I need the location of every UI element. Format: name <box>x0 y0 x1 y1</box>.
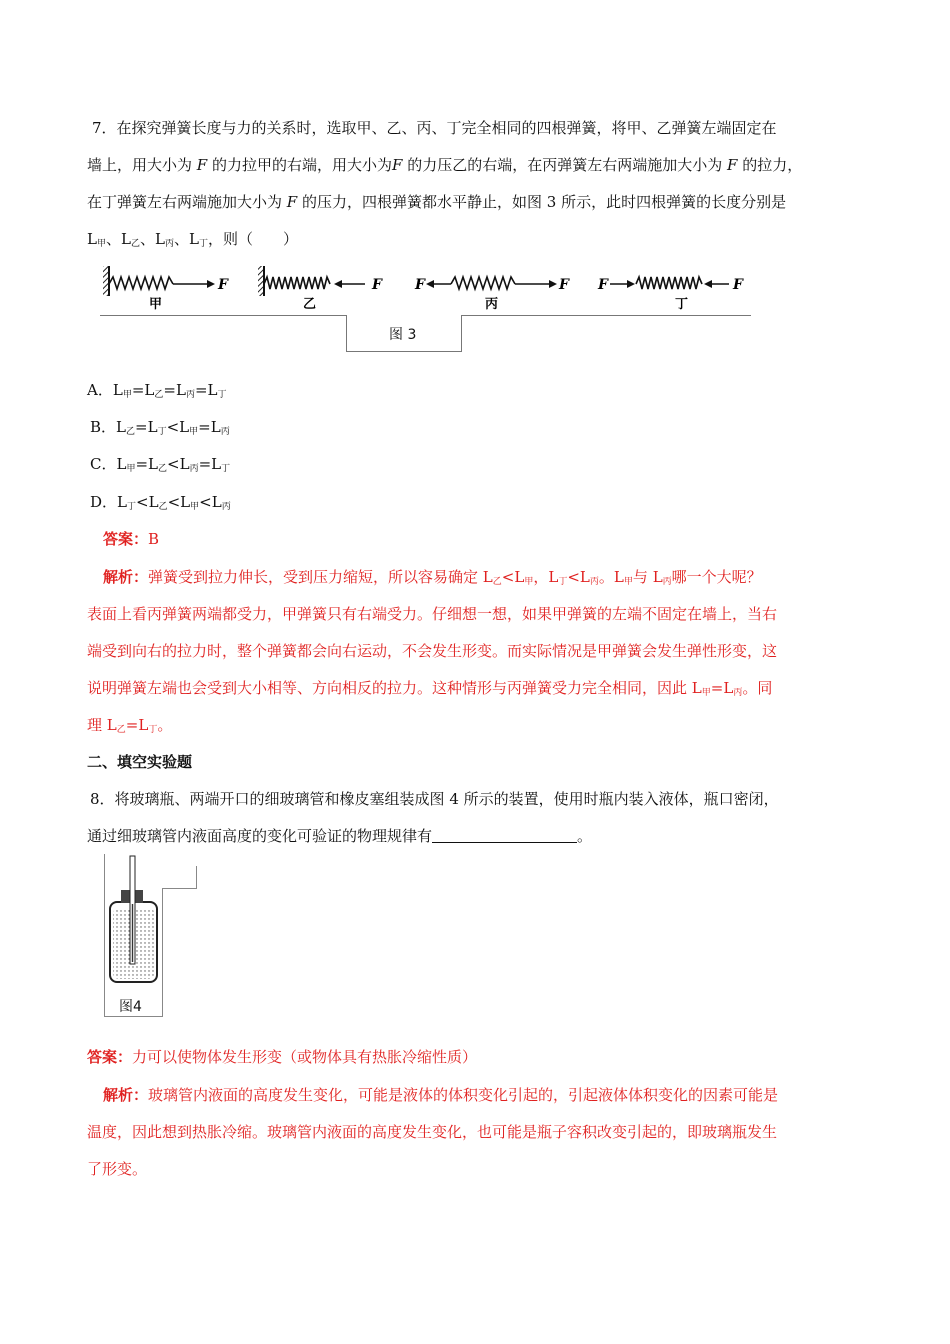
option-b: B．$L_乙=L_丁<L_甲=L_丙$ <box>90 418 230 437</box>
q7-line-4: $L_甲$、$L_乙$、$L_丙$、$L_丁$，则（ ） <box>87 230 298 249</box>
q7-analysis-line-1: 解析：弹簧受到拉力伸长，受到压力缩短，所以容易确定 $L_乙<L_甲$，$L_丁<L_丙$。$L_甲$与 $L_丙$哪一个大呢？ <box>103 568 762 587</box>
spring-label-jia: 甲 <box>149 297 163 312</box>
option-c: C．$L_甲=L_乙<L_丙=L_丁$ <box>90 455 231 474</box>
figure-3-baseline-right <box>461 315 751 316</box>
spring-yi <box>258 266 383 312</box>
force-label-ding-right: F <box>733 277 743 293</box>
q7-analysis-line-2: 表面上看丙弹簧两端都受力，甲弹簧只有右端受力。仔细想一想，如果甲弹簧的左端不固定在墙上，当右 <box>87 605 778 623</box>
q8-answer-blank <box>432 826 577 843</box>
q8-line-2: 通过细玻璃管内液面高度的变化可验证的物理规律有 。 <box>87 827 593 845</box>
force-label-bing-right: F <box>559 277 569 293</box>
figure-3-baseline-left <box>100 315 347 316</box>
spring-bing <box>414 277 570 312</box>
force-label-ding-left: F <box>598 277 608 293</box>
q7-line-2: 墙上，用大小为 F 的力拉甲的右端，用大小为F 的力压乙的右端，在丙弹簧左右两端施加大小为 F 的拉力， <box>87 156 803 174</box>
figure-3-caption-box-right <box>461 315 462 351</box>
q7-analysis-line-5: 理 $L_乙=L_丁$。 <box>87 716 173 735</box>
figure-3-caption-box-left <box>346 315 347 351</box>
q8-analysis-line-2: 温度，因此想到热胀冷缩。玻璃管内液面的高度发生变化，也可能是瓶子容积改变引起的，即玻璃瓶发生 <box>87 1123 778 1141</box>
spring-label-ding: 丁 <box>675 297 689 312</box>
force-label-bing-left: F <box>415 277 425 293</box>
q8-line-1: 8．将玻璃瓶、两端开口的细玻璃管和橡皮塞组装成图 4 所示的装置，使用时瓶内装入液体，瓶口密闭， <box>90 790 779 808</box>
figure-3-caption: 图 3 <box>389 327 417 343</box>
q7-line-3: 在丁弹簧左右两端施加大小为 F 的压力，四根弹簧都水平静止，如图 3 所示，此时四根弹簧的长度分别是 <box>87 193 787 211</box>
force-label-yi: F <box>372 277 382 293</box>
force-label-jia: F <box>218 277 228 293</box>
spring-ding <box>597 277 744 312</box>
spring-label-yi: 乙 <box>303 297 317 312</box>
q7-line-1: 7．在探究弹簧长度与力的关系时，选取甲、乙、丙、丁完全相同的四根弹簧，将甲、乙弹簧左端固定在 <box>92 119 777 137</box>
q7-analysis-line-3: 端受到向右的拉力时，整个弹簧都会向右运动，不会发生形变。而实际情况是甲弹簧会发生弹性形变，这 <box>87 642 778 660</box>
figure-3-springs <box>95 262 755 314</box>
q7-analysis-line-4: 说明弹簧左端也会受到大小相等、方向相反的拉力。这种情形与丙弹簧受力完全相同，因此 $L_甲=L_丙$。同 <box>87 679 773 698</box>
q8-answer: 答案：力可以使物体发生形变（或物体具有热胀冷缩性质） <box>87 1048 478 1066</box>
q8-analysis-line-3: 了形变。 <box>87 1160 148 1178</box>
q7-answer: 答案：B <box>103 530 160 548</box>
figure-3-caption-box-bottom <box>346 351 462 352</box>
option-a: A．$L_甲=L_乙=L_丙=L_丁$ <box>87 381 227 400</box>
spring-label-bing: 丙 <box>485 297 499 312</box>
figure-4-bottle <box>104 854 199 1019</box>
section-title: 二、填空实验题 <box>87 753 193 771</box>
figure-4-caption: 图4 <box>119 999 142 1015</box>
option-d: D．$L_丁<L_乙<L_甲<L_丙$ <box>90 493 231 512</box>
spring-jia <box>103 266 229 312</box>
q8-analysis-line-1: 解析：玻璃管内液面的高度发生变化，可能是液体的体积变化引起的，引起液体体积变化的因素可能是 <box>103 1086 779 1104</box>
